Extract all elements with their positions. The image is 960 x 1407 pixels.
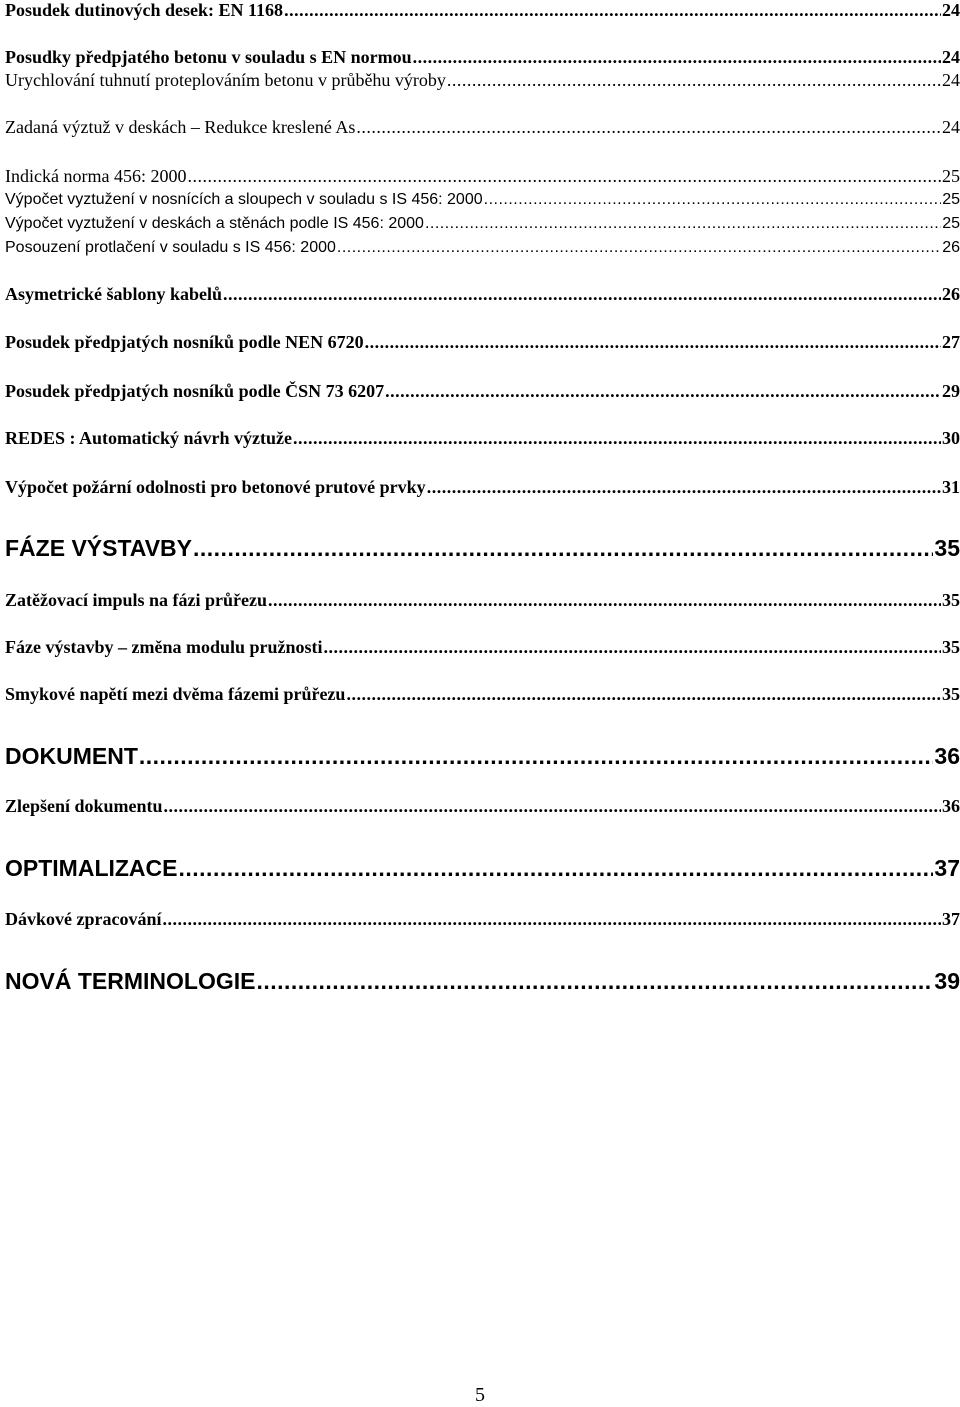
- toc-entry-page: 35: [942, 684, 960, 704]
- toc-entry[interactable]: [5, 637, 960, 658]
- dot-leader: [337, 239, 941, 257]
- toc-chapter-page: 39: [934, 968, 960, 994]
- toc-chapter[interactable]: [5, 855, 960, 882]
- dot-leader: [427, 477, 941, 498]
- toc-chapter-title: FÁZE VÝSTAVBY: [5, 535, 192, 561]
- dot-leader: [484, 191, 942, 209]
- dot-leader: [346, 684, 941, 705]
- toc-entry-page: 35: [942, 590, 960, 610]
- toc-entry-title: Posouzení protlačení v souladu s IS 456: 2000: [5, 239, 336, 256]
- toc-entry[interactable]: [5, 684, 960, 705]
- dot-leader: [256, 968, 933, 995]
- toc-entry-page: 24: [942, 0, 960, 20]
- toc-entry-page: 25: [942, 166, 960, 186]
- toc-entry-title: Smykové napětí mezi dvěma fázemi průřezu: [5, 684, 346, 704]
- toc-chapter-page: 35: [934, 535, 960, 561]
- toc-entry[interactable]: [5, 166, 960, 187]
- toc-entry-title: Posudek předpjatých nosníků podle NEN 6720: [5, 332, 364, 352]
- toc-chapter-title: NOVÁ TERMINOLOGIE: [5, 968, 256, 994]
- dot-leader: [425, 215, 941, 233]
- toc-entry[interactable]: [5, 117, 960, 138]
- toc-entry-title: Urychlování tuhnutí proteplováním betonu v průběhu výroby: [5, 70, 446, 90]
- dot-leader: [187, 166, 941, 187]
- dot-leader: [293, 428, 941, 449]
- dot-leader: [447, 70, 941, 91]
- dot-leader: [356, 117, 941, 138]
- toc-entry-page: 25: [942, 191, 960, 208]
- dot-leader: [365, 332, 941, 353]
- toc-entry-title: Výpočet vyztužení v deskách a stěnách podle IS 456: 2000: [5, 215, 424, 232]
- toc-entry-title: Indická norma 456: 2000: [5, 166, 187, 186]
- toc-entry-page: 24: [942, 47, 960, 67]
- dot-leader: [139, 743, 934, 770]
- toc-entry[interactable]: [5, 796, 960, 817]
- toc-entry-page: 30: [942, 428, 960, 448]
- toc-entry-title: REDES : Automatický návrh výztuže: [5, 428, 292, 448]
- dot-leader: [164, 796, 941, 817]
- toc-entry[interactable]: [5, 332, 960, 353]
- toc-entry-title: Posudek předpjatých nosníků podle ČSN 73 6207: [5, 381, 385, 401]
- toc-entry-title: Výpočet vyztužení v nosnících a sloupech v souladu s IS 456: 2000: [5, 191, 483, 208]
- toc-chapter-page: 37: [934, 855, 960, 881]
- toc-entry-title: Výpočet požární odolnosti pro betonové prutové prvky: [5, 477, 426, 497]
- toc-entry-page: 35: [942, 637, 960, 657]
- toc-entry-page: 24: [942, 117, 960, 137]
- dot-leader: [179, 855, 934, 882]
- toc-entry-page: 25: [942, 215, 960, 232]
- dot-leader: [223, 284, 941, 305]
- toc-entry-title: Zadaná výztuž v deskách – Redukce kreslené As: [5, 117, 356, 137]
- toc-entry[interactable]: [5, 284, 960, 305]
- toc-chapter-page: 36: [934, 743, 960, 769]
- toc-chapter[interactable]: [5, 968, 960, 995]
- toc-chapter[interactable]: [5, 743, 960, 770]
- toc-entry-page: 26: [942, 239, 960, 256]
- dot-leader: [163, 909, 942, 930]
- dot-leader: [324, 637, 941, 658]
- toc-entry-title: Asymetrické šablony kabelů: [5, 284, 223, 304]
- toc-entry[interactable]: [5, 0, 960, 21]
- toc-entry-title: Zlepšení dokumentu: [5, 796, 163, 816]
- toc-entry-title: Fáze výstavby – změna modulu pružnosti: [5, 637, 323, 657]
- toc-entry[interactable]: [5, 191, 960, 209]
- toc-entry-page: 27: [942, 332, 960, 352]
- toc-entry[interactable]: [5, 428, 960, 449]
- toc-entry-page: 24: [942, 70, 960, 90]
- toc-entry-page: 26: [942, 284, 960, 304]
- toc-entry-page: 31: [942, 477, 960, 497]
- dot-leader: [413, 47, 941, 68]
- toc-entry[interactable]: [5, 477, 960, 498]
- toc-entry-page: 36: [942, 796, 960, 816]
- toc-entry-title: Zatěžovací impuls na fázi průřezu: [5, 590, 267, 610]
- toc-entry-page: 29: [942, 381, 960, 401]
- toc-entry[interactable]: [5, 47, 960, 68]
- toc-entry[interactable]: [5, 381, 960, 402]
- page-number: 5: [475, 1384, 485, 1406]
- toc-entry[interactable]: [5, 909, 960, 930]
- toc-entry-page: 37: [942, 909, 960, 929]
- toc-chapter[interactable]: [5, 535, 960, 562]
- toc-entry[interactable]: [5, 215, 960, 233]
- dot-leader: [193, 535, 933, 562]
- toc-entry-title: Posudky předpjatého betonu v souladu s EN normou: [5, 47, 412, 67]
- toc-entry[interactable]: [5, 70, 960, 91]
- toc-entry[interactable]: [5, 590, 960, 611]
- toc-entry[interactable]: [5, 239, 960, 257]
- toc-entry-title: Posudek dutinových desek: EN 1168: [5, 0, 284, 20]
- dot-leader: [268, 590, 941, 611]
- dot-leader: [385, 381, 941, 402]
- toc-chapter-title: OPTIMALIZACE: [5, 855, 178, 881]
- dot-leader: [284, 0, 941, 21]
- toc-entry-title: Dávkové zpracování: [5, 909, 162, 929]
- toc-chapter-title: DOKUMENT: [5, 743, 138, 769]
